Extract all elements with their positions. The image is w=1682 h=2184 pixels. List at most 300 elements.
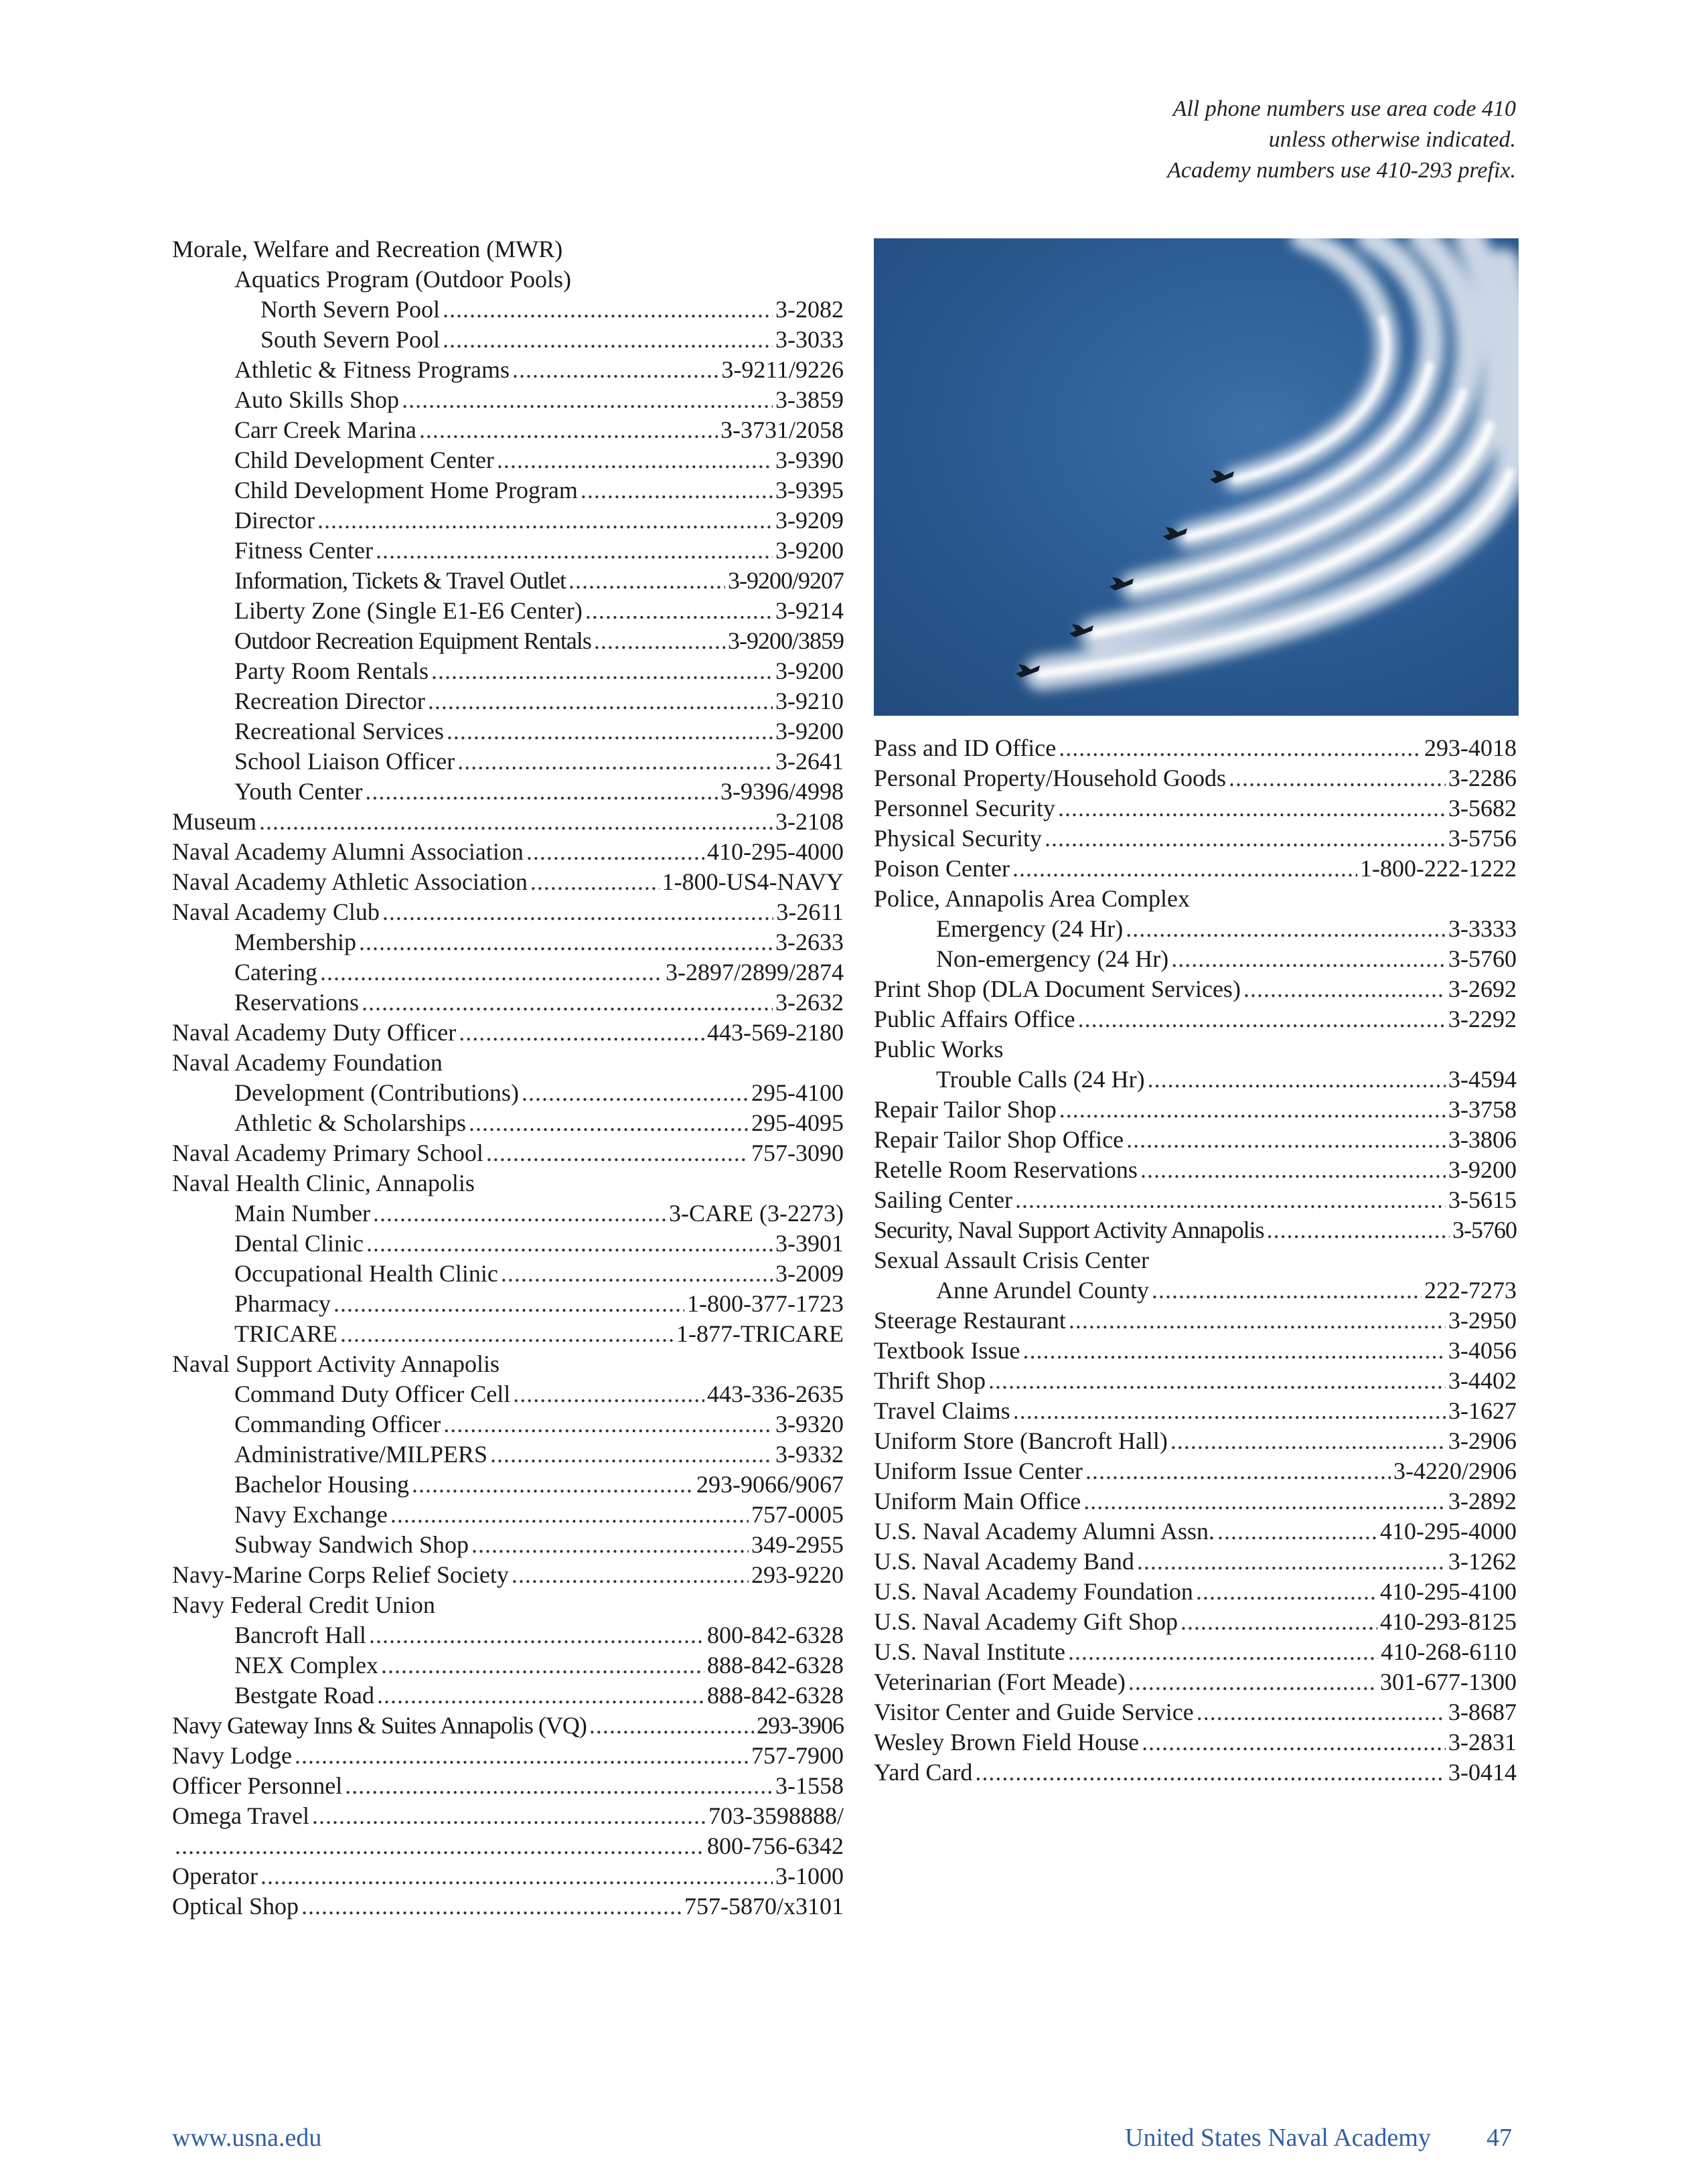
- entry-phone-number: 3-9209: [775, 507, 844, 534]
- leader-dots: [1180, 1607, 1377, 1637]
- directory-entry: [172, 1861, 844, 1891]
- leader-dots: [1083, 1486, 1446, 1516]
- directory-entry: [874, 1095, 1517, 1125]
- entry-phone-number: 3-9200: [775, 657, 844, 684]
- directory-entry: [172, 656, 844, 686]
- entry-phone-number: 1-800-US4-NAVY: [662, 868, 844, 895]
- directory-entry: [172, 1771, 844, 1801]
- entry-label: Navy-Marine Corps Relief Society: [172, 1561, 509, 1588]
- leader-dots: [1152, 1275, 1422, 1306]
- entry-phone-number: 293-4018: [1424, 734, 1517, 761]
- entry-label: Textbook Issue: [874, 1337, 1020, 1364]
- leader-dots: [1015, 1185, 1446, 1215]
- entry-phone-number: 293-9220: [751, 1561, 844, 1588]
- directory-entry: [172, 716, 844, 747]
- directory-entry: [874, 793, 1517, 824]
- entry-label: Navy Federal Credit Union: [172, 1591, 435, 1618]
- directory-entry: [172, 1439, 844, 1470]
- leader-dots: [1068, 1637, 1378, 1667]
- directory-entry: [874, 974, 1517, 1004]
- entry-label: Personnel Security: [874, 795, 1055, 822]
- entry-phone-number: 3-2286: [1448, 765, 1517, 791]
- entry-label: Recreational Services: [234, 718, 444, 745]
- entry-label: Occupational Health Clinic: [234, 1260, 498, 1287]
- directory-entry: [874, 1577, 1517, 1607]
- entry-phone-number: 3-9320: [775, 1411, 844, 1437]
- leader-dots: [402, 385, 773, 415]
- leader-dots: [428, 686, 773, 716]
- leader-dots: [1140, 1155, 1446, 1185]
- directory-entry: [172, 1319, 844, 1349]
- leader-dots: [359, 927, 773, 957]
- entry-phone-number: 3-4220/2906: [1393, 1458, 1517, 1484]
- leader-dots: [1171, 944, 1446, 974]
- entry-label: Naval Support Activity Annapolis: [172, 1350, 500, 1377]
- directory-entry: [874, 1697, 1517, 1727]
- entry-phone-number: 3-9390: [775, 447, 844, 473]
- entry-label: Officer Personnel: [172, 1772, 343, 1799]
- entry-label: Public Affairs Office: [874, 1006, 1075, 1032]
- leader-dots: [581, 475, 773, 505]
- directory-entry: [172, 1108, 844, 1138]
- entry-label: NEX Complex: [234, 1652, 378, 1679]
- leader-dots: [320, 957, 663, 988]
- leader-dots: [1243, 974, 1446, 1004]
- entry-phone-number: 888-842-6328: [707, 1652, 844, 1679]
- leader-dots: [513, 1379, 704, 1409]
- entry-label: Steerage Restaurant: [874, 1307, 1066, 1334]
- directory-entry: [172, 1018, 844, 1048]
- directory-entry: [874, 763, 1517, 793]
- leader-dots: [1142, 1727, 1446, 1758]
- entry-label: TRICARE: [234, 1320, 338, 1347]
- entry-label: Reservations: [234, 989, 359, 1016]
- directory-entry: [874, 824, 1517, 854]
- entry-label: Party Room Rentals: [234, 657, 429, 684]
- leader-dots: [1148, 1065, 1446, 1095]
- leader-dots: [1137, 1547, 1446, 1577]
- directory-entry: [172, 747, 844, 777]
- directory-entry: [874, 1516, 1517, 1547]
- directory-entry: [874, 1426, 1517, 1456]
- directory-entry: [172, 1650, 844, 1681]
- entry-phone-number: 3-9396/4998: [720, 778, 844, 805]
- directory-entry: [172, 1560, 844, 1590]
- entry-label: Fitness Center: [234, 537, 373, 564]
- leader-dots: [589, 1711, 754, 1741]
- entry-phone-number: 1-877-TRICARE: [676, 1320, 844, 1347]
- leader-dots: [382, 897, 773, 927]
- entry-phone-number: 222-7273: [1424, 1277, 1517, 1304]
- entry-label: Repair Tailor Shop: [874, 1096, 1057, 1123]
- directory-entry: [172, 1138, 844, 1168]
- entry-label: Personal Property/Household Goods: [874, 765, 1226, 791]
- directory-entry: [874, 1637, 1517, 1667]
- entry-phone-number: 3-1627: [1448, 1397, 1517, 1424]
- entry-phone-number: 757-7900: [751, 1742, 844, 1769]
- entry-label: Anne Arundel County: [936, 1277, 1149, 1304]
- leader-dots: [333, 1289, 684, 1319]
- directory-entry: [874, 1727, 1517, 1758]
- entry-label: U.S. Naval Academy Band: [874, 1548, 1134, 1575]
- directory-entry: [172, 1379, 844, 1409]
- entry-label: Command Duty Officer Cell: [234, 1381, 511, 1407]
- entry-phone-number: 3-1558: [775, 1772, 844, 1799]
- leader-dots: [1267, 1215, 1450, 1245]
- leader-dots: [362, 988, 773, 1018]
- leader-dots: [443, 1409, 773, 1439]
- directory-entry: [172, 626, 844, 656]
- directory-entry: [172, 566, 844, 596]
- directory-entry: [172, 1620, 844, 1650]
- leader-dots: [975, 1758, 1446, 1788]
- leader-dots: [312, 1801, 706, 1831]
- entry-label: Repair Tailor Shop Office: [874, 1126, 1124, 1153]
- entry-label: Travel Claims: [874, 1397, 1010, 1424]
- entry-label: Yard Card: [874, 1759, 973, 1786]
- entry-label: U.S. Naval Academy Gift Shop: [874, 1608, 1178, 1635]
- entry-phone-number: 3-2831: [1448, 1729, 1517, 1756]
- entry-label: South Severn Pool: [260, 326, 441, 353]
- entry-phone-number: 3-3033: [775, 326, 844, 353]
- leader-dots: [175, 1831, 704, 1861]
- directory-entry: [172, 1711, 844, 1741]
- entry-label: Administrative/MILPERS: [234, 1441, 487, 1468]
- leader-dots: [431, 656, 773, 686]
- directory-entry: [172, 234, 844, 264]
- leader-dots: [486, 1138, 749, 1168]
- directory-entry: [874, 1607, 1517, 1637]
- entry-label: Trouble Calls (24 Hr): [936, 1066, 1145, 1093]
- directory-entry: [172, 957, 844, 988]
- leader-dots: [365, 777, 718, 807]
- entry-phone-number: 3-9214: [775, 597, 844, 624]
- leader-dots: [568, 566, 725, 596]
- entry-label: Uniform Store (Bancroft Hall): [874, 1427, 1168, 1454]
- directory-right-column: [874, 733, 1517, 1788]
- entry-label: Development (Contributions): [234, 1079, 519, 1106]
- entry-label: Carr Creek Marina: [234, 416, 416, 443]
- entry-label: Child Development Center: [234, 447, 494, 473]
- directory-entry: [172, 385, 844, 415]
- jets-formation-graphic: [874, 238, 1519, 716]
- leader-dots: [457, 747, 773, 777]
- entry-phone-number: 3-9211/9226: [721, 356, 844, 383]
- entry-phone-number: 410-268-6110: [1381, 1638, 1517, 1665]
- directory-entry: [874, 1667, 1517, 1697]
- area-code-note: [913, 94, 1516, 186]
- leader-dots: [471, 1530, 749, 1560]
- entry-label: Operator: [172, 1863, 258, 1889]
- entry-label: Wesley Brown Field House: [874, 1729, 1140, 1756]
- entry-label: School Liaison Officer: [234, 748, 455, 775]
- entry-phone-number: 3-9210: [775, 688, 844, 714]
- leader-dots: [1069, 1306, 1446, 1336]
- directory-entry: [172, 1349, 844, 1379]
- footer-url-link[interactable]: www.usna.edu: [172, 2124, 322, 2152]
- directory-entry: [874, 1396, 1517, 1426]
- entry-phone-number: 3-2906: [1448, 1427, 1517, 1454]
- entry-phone-number: 410-295-4000: [1380, 1518, 1517, 1545]
- leader-dots: [1217, 1516, 1377, 1547]
- entry-phone-number: 3-3758: [1448, 1096, 1517, 1123]
- directory-entry: [172, 988, 844, 1018]
- entry-phone-number: 3-3731/2058: [720, 416, 844, 443]
- entry-phone-number: 3-9332: [775, 1441, 844, 1468]
- directory-entry: [874, 1215, 1517, 1245]
- entry-label: Outdoor Recreation Equipment Rentals: [234, 627, 591, 654]
- leader-dots: [1012, 854, 1357, 884]
- entry-phone-number: 3-2108: [775, 808, 844, 835]
- entry-label: Dental Clinic: [234, 1230, 364, 1257]
- entry-label: Commanding Officer: [234, 1411, 441, 1437]
- directory-entry: [874, 1155, 1517, 1185]
- entry-phone-number: 3-5682: [1448, 795, 1517, 822]
- entry-phone-number: 3-5615: [1448, 1186, 1517, 1213]
- entry-label: Navy Lodge: [172, 1742, 292, 1769]
- directory-entry: [874, 1306, 1517, 1336]
- entry-label: Director: [234, 507, 315, 534]
- footer-title: United States Naval Academy: [1125, 2124, 1431, 2152]
- entry-label: Naval Academy Alumni Association: [172, 838, 524, 865]
- entry-phone-number: 349-2955: [751, 1531, 844, 1558]
- leader-dots: [526, 837, 704, 867]
- directory-entry: [172, 927, 844, 957]
- entry-phone-number: 3-3901: [775, 1230, 844, 1257]
- entry-phone-number: 3-5760: [1452, 1217, 1517, 1243]
- directory-entry: [874, 1185, 1517, 1215]
- entry-label: Liberty Zone (Single E1-E6 Center): [234, 597, 583, 624]
- leader-dots: [512, 355, 718, 385]
- entry-phone-number: 3-2641: [775, 748, 844, 775]
- entry-label: Non-emergency (24 Hr): [936, 945, 1169, 972]
- entry-phone-number: 757-3090: [751, 1140, 844, 1166]
- leader-dots: [1022, 1336, 1446, 1366]
- entry-label: Naval Academy Athletic Association: [172, 868, 528, 895]
- directory-entry: [172, 1891, 844, 1922]
- directory-entry: [172, 1500, 844, 1530]
- entry-phone-number: 3-2632: [775, 989, 844, 1016]
- directory-entry: [874, 1758, 1517, 1788]
- leader-dots: [260, 1861, 773, 1891]
- page-number: 47: [1486, 2124, 1512, 2152]
- directory-entry: [172, 536, 844, 566]
- entry-phone-number: 1-800-222-1222: [1360, 855, 1517, 882]
- directory-entry: [874, 1547, 1517, 1577]
- directory-entry: [172, 475, 844, 505]
- leader-dots: [469, 1108, 749, 1138]
- entry-phone-number: 3-1000: [775, 1863, 844, 1889]
- leader-dots: [1013, 1396, 1446, 1426]
- directory-entry: [172, 355, 844, 385]
- entry-label: U.S. Naval Institute: [874, 1638, 1065, 1665]
- blue-angels-photo: [874, 238, 1519, 716]
- directory-entry: [172, 295, 844, 325]
- entry-label: Omega Travel: [172, 1802, 309, 1829]
- leader-dots: [1058, 793, 1446, 824]
- entry-label: Youth Center: [234, 778, 363, 805]
- entry-phone-number: 443-336-2635: [707, 1381, 844, 1407]
- entry-phone-number: 295-4100: [751, 1079, 844, 1106]
- entry-label: Naval Academy Club: [172, 899, 380, 925]
- leader-dots: [459, 1018, 704, 1048]
- entry-label: Thrift Shop: [874, 1367, 986, 1394]
- entry-phone-number: 3-2611: [776, 899, 844, 925]
- leader-dots: [1229, 763, 1446, 793]
- leader-dots: [369, 1620, 704, 1650]
- entry-phone-number: 3-9200/3859: [728, 627, 844, 654]
- entry-phone-number: 3-5756: [1448, 825, 1517, 852]
- leader-dots: [1126, 1125, 1446, 1155]
- leader-dots: [381, 1650, 704, 1681]
- leader-dots: [1059, 733, 1422, 763]
- directory-entry: [172, 445, 844, 475]
- entry-phone-number: 3-1262: [1448, 1548, 1517, 1575]
- leader-dots: [340, 1319, 674, 1349]
- entry-label: Public Works: [874, 1036, 1004, 1063]
- directory-entry: [172, 1470, 844, 1500]
- entry-label: Naval Academy Duty Officer: [172, 1019, 457, 1046]
- leader-dots: [1085, 1456, 1391, 1486]
- leader-dots: [373, 1198, 666, 1229]
- directory-entry: [172, 415, 844, 445]
- entry-label: Sailing Center: [874, 1186, 1012, 1213]
- directory-entry: [172, 1801, 844, 1831]
- entry-phone-number: 3-CARE (3-2273): [669, 1200, 844, 1227]
- leader-dots: [376, 536, 773, 566]
- directory-entry: [172, 1530, 844, 1560]
- leader-dots: [301, 1891, 682, 1922]
- directory-entry: [172, 897, 844, 927]
- entry-label: Naval Academy Primary School: [172, 1140, 483, 1166]
- entry-label: Poison Center: [874, 855, 1010, 882]
- directory-entry: [874, 1245, 1517, 1275]
- leader-dots: [443, 325, 773, 355]
- directory-entry: [172, 264, 844, 295]
- leader-dots: [390, 1500, 749, 1530]
- directory-entry: [874, 944, 1517, 974]
- directory-entry: [874, 1366, 1517, 1396]
- leader-dots: [1059, 1095, 1446, 1125]
- entry-phone-number: 410-295-4000: [707, 838, 844, 865]
- entry-phone-number: 295-4095: [751, 1109, 844, 1136]
- entry-phone-number: 301-677-1300: [1380, 1668, 1517, 1695]
- directory-entry: [172, 1681, 844, 1711]
- leader-dots: [419, 415, 718, 445]
- note-line: All phone numbers use area code 410: [1172, 96, 1516, 121]
- entry-label: Aquatics Program (Outdoor Pools): [234, 266, 571, 293]
- entry-label: Athletic & Fitness Programs: [234, 356, 510, 383]
- leader-dots: [1045, 824, 1446, 854]
- note-line: Academy numbers use 410-293 prefix.: [1167, 158, 1516, 183]
- entry-phone-number: 3-9395: [775, 477, 844, 503]
- entry-label: Recreation Director: [234, 688, 425, 714]
- entry-phone-number: 757-5870/x3101: [684, 1893, 844, 1920]
- entry-phone-number: 3-2897/2899/2874: [666, 959, 844, 986]
- entry-label: U.S. Naval Academy Foundation: [874, 1578, 1193, 1605]
- entry-phone-number: 3-2009: [775, 1260, 844, 1287]
- directory-entry: [874, 1486, 1517, 1516]
- directory-entry: [172, 1229, 844, 1259]
- entry-phone-number: 3-2950: [1448, 1307, 1517, 1334]
- entry-label: Security, Naval Support Activity Annapolis: [874, 1217, 1264, 1243]
- entry-label: Print Shop (DLA Document Services): [874, 976, 1241, 1002]
- entry-phone-number: 3-4402: [1448, 1367, 1517, 1394]
- entry-label: Subway Sandwich Shop: [234, 1531, 469, 1558]
- entry-label: Sexual Assault Crisis Center: [874, 1247, 1149, 1273]
- directory-entry: [172, 1078, 844, 1108]
- entry-label: Pass and ID Office: [874, 734, 1057, 761]
- entry-label: Museum: [172, 808, 256, 835]
- entry-label: Naval Academy Foundation: [172, 1049, 443, 1076]
- leader-dots: [490, 1439, 773, 1470]
- leader-dots: [259, 807, 773, 837]
- directory-entry: [172, 1409, 844, 1439]
- directory-entry: [874, 1065, 1517, 1095]
- entry-label: Retelle Room Reservations: [874, 1156, 1138, 1183]
- leader-dots: [366, 1229, 773, 1259]
- leader-dots: [345, 1771, 773, 1801]
- directory-entry: [874, 733, 1517, 763]
- entry-label: U.S. Naval Academy Alumni Assn.: [874, 1518, 1215, 1545]
- leader-dots: [377, 1681, 704, 1711]
- entry-phone-number: 3-2082: [775, 296, 844, 323]
- entry-label: Uniform Main Office: [874, 1488, 1081, 1514]
- leader-dots: [1170, 1426, 1446, 1456]
- entry-label: Bancroft Hall: [234, 1622, 366, 1648]
- directory-entry: [172, 1831, 844, 1861]
- directory-entry: [874, 884, 1517, 914]
- entry-label: Catering: [234, 959, 317, 986]
- entry-phone-number: 3-3806: [1448, 1126, 1517, 1153]
- leader-dots: [1197, 1697, 1446, 1727]
- directory-entry: [172, 1048, 844, 1078]
- directory-entry: [874, 1275, 1517, 1306]
- leader-dots: [585, 596, 773, 626]
- leader-dots: [512, 1560, 749, 1590]
- entry-label: Auto Skills Shop: [234, 386, 400, 413]
- entry-phone-number: 410-295-4100: [1380, 1578, 1517, 1605]
- entry-label: Pharmacy: [234, 1290, 331, 1317]
- leader-dots: [443, 295, 773, 325]
- leader-dots: [317, 505, 773, 536]
- entry-phone-number: 3-2692: [1448, 976, 1517, 1002]
- leader-dots: [988, 1366, 1446, 1396]
- entry-phone-number: 3-3859: [775, 386, 844, 413]
- entry-label: Emergency (24 Hr): [936, 915, 1124, 942]
- entry-label: Child Development Home Program: [234, 477, 578, 503]
- entry-label: Morale, Welfare and Recreation (MWR): [172, 236, 563, 262]
- directory-entry: [874, 1336, 1517, 1366]
- entry-phone-number: 3-4594: [1448, 1066, 1517, 1093]
- entry-label: Bestgate Road: [234, 1682, 374, 1709]
- directory-entry: [172, 1198, 844, 1229]
- entry-phone-number: 3-9200: [1448, 1156, 1517, 1183]
- directory-entry: [874, 1004, 1517, 1034]
- directory-entry: [172, 807, 844, 837]
- note-line: unless otherwise indicated.: [1268, 127, 1516, 152]
- directory-entry: [172, 505, 844, 536]
- entry-label: Athletic & Scholarships: [234, 1109, 466, 1136]
- leader-dots: [295, 1741, 749, 1771]
- entry-phone-number: 293-3906: [757, 1712, 844, 1739]
- directory-entry: [172, 777, 844, 807]
- entry-phone-number: 3-2292: [1448, 1006, 1517, 1032]
- leader-dots: [447, 716, 773, 747]
- directory-entry: [172, 1259, 844, 1289]
- entry-label: Bachelor Housing: [234, 1471, 409, 1498]
- directory-entry: [172, 1168, 844, 1198]
